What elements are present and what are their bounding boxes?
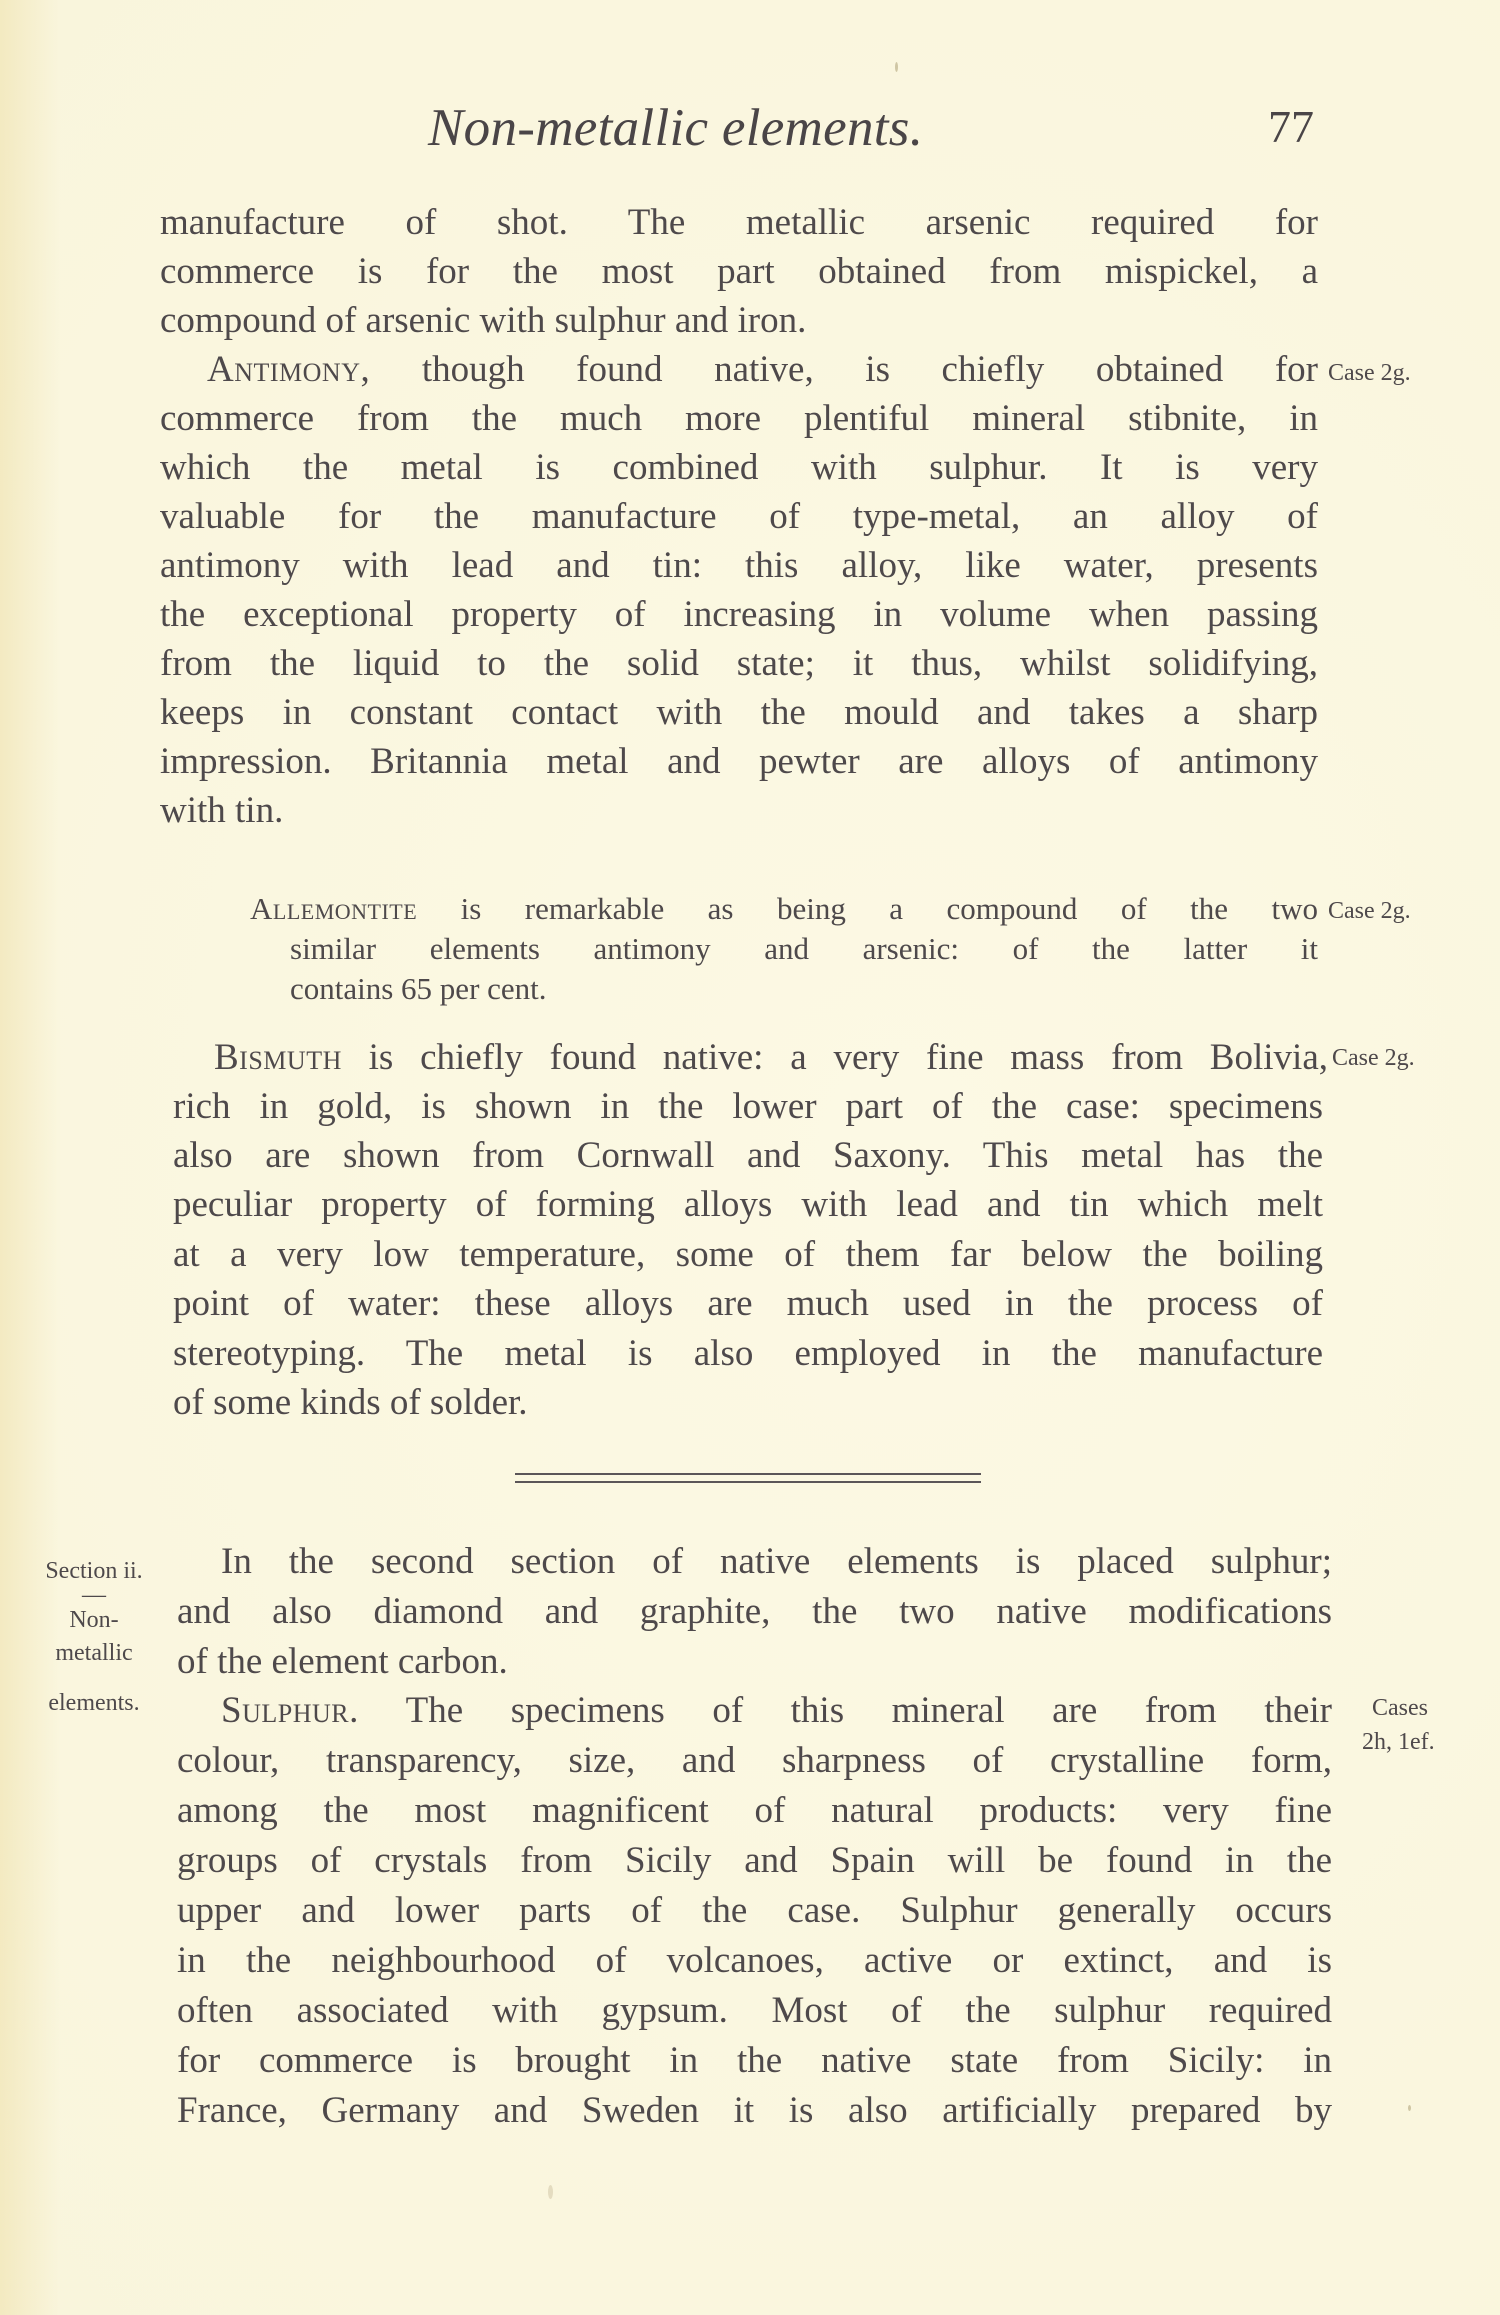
text-line: often associated with gypsum. Most of the sulphur required xyxy=(177,1990,1332,2031)
side-note-dash: — xyxy=(82,1582,106,1608)
side-note-line: metallic xyxy=(55,1640,133,1666)
text-line: in the neighbourhood of volcanoes, active or extinct, and is xyxy=(177,1940,1332,1981)
text-line: impression. Britannia metal and pewter are alloys of antimony xyxy=(160,741,1318,782)
term-bismuth: Bismuth xyxy=(214,1037,342,1078)
margin-note-case: Case 2g. xyxy=(1332,1045,1415,1071)
page-number: 77 xyxy=(1268,101,1314,152)
text-span: The specimens of this mineral are from their xyxy=(358,1690,1332,1731)
text-line: compound of arsenic with sulphur and iron. xyxy=(160,300,807,341)
text-line: France, Germany and Sweden it is also artificially prepared by xyxy=(177,2090,1332,2131)
text-line: rich in gold, is shown in the lower part of the case: specimens xyxy=(173,1086,1323,1127)
text-line: point of water: these alloys are much used in the process of xyxy=(173,1283,1323,1324)
text-span: is chiefly found native: a very fine mass from Bolivia, xyxy=(341,1037,1328,1078)
text-line: colour, transparency, size, and sharpness of crystalline form, xyxy=(177,1740,1332,1781)
running-header-title: Non-metallic elements. xyxy=(428,99,924,157)
text-line-first xyxy=(214,1039,1328,1076)
side-note-line: elements. xyxy=(48,1690,140,1716)
text-span: is remarkable as being a compound of the two xyxy=(417,891,1318,926)
side-note-line: Section ii. xyxy=(45,1558,143,1584)
text-line: for commerce is brought in the native state from Sicily: in xyxy=(177,2040,1332,2081)
text-line: groups of crystals from Sicily and Spain will be found in the xyxy=(177,1840,1332,1881)
text-line: keeps in constant contact with the mould and takes a sharp xyxy=(160,692,1318,733)
side-note-line: Non- xyxy=(69,1607,119,1633)
margin-note-case: Case 2g. xyxy=(1328,898,1411,924)
margin-note-cases: Cases xyxy=(1372,1695,1428,1721)
text-line: of the element carbon. xyxy=(177,1641,508,1682)
term-sulphur: Sulphur. xyxy=(221,1690,359,1731)
text-line: of some kinds of solder. xyxy=(173,1382,528,1423)
text-line: peculiar property of forming alloys with lead and tin which melt xyxy=(173,1184,1323,1225)
term-allemontite: Allemontite xyxy=(250,891,418,926)
text-line-first xyxy=(207,351,1318,388)
text-line: manufacture of shot. The metallic arsenic required for xyxy=(160,202,1318,243)
text-line: and also diamond and graphite, the two native modifications xyxy=(177,1591,1332,1632)
text-line: from the liquid to the solid state; it thus, whilst solidifying, xyxy=(160,643,1318,684)
margin-note-cases-numbers: 2h, 1ef. xyxy=(1362,1729,1435,1755)
margin-note-case: Case 2g. xyxy=(1328,360,1411,386)
text-line: valuable for the manufacture of type-metal, an alloy of xyxy=(160,496,1318,537)
text-line: similar elements antimony and arsenic: of the latter it xyxy=(290,931,1318,966)
text-line: also are shown from Cornwall and Saxony. This metal has the xyxy=(173,1135,1323,1176)
text-line: In the second section of native elements is placed sulphur; xyxy=(221,1541,1332,1582)
paper-speck xyxy=(548,2185,553,2199)
text-line: with tin. xyxy=(160,790,284,831)
term-antimony: Antimony, xyxy=(207,349,371,390)
text-line: commerce is for the most part obtained from mispickel, a xyxy=(160,251,1318,292)
text-line: the exceptional property of increasing in volume when passing xyxy=(160,594,1318,635)
text-line-first xyxy=(250,893,1318,924)
paper-speck xyxy=(1408,2105,1411,2111)
text-line: contains 65 per cent. xyxy=(290,971,547,1006)
text-line: stereotyping. The metal is also employed in the manufacture xyxy=(173,1333,1323,1374)
paper-speck xyxy=(895,62,898,72)
text-line: which the metal is combined with sulphur. It is very xyxy=(160,447,1318,488)
text-line: commerce from the much more plentiful mineral stibnite, in xyxy=(160,398,1318,439)
text-line-first xyxy=(221,1692,1332,1729)
text-span: though found native, is chiefly obtained for xyxy=(370,349,1318,390)
double-rule-divider xyxy=(515,1473,981,1483)
text-line: at a very low temperature, some of them far below the boiling xyxy=(173,1234,1323,1275)
text-line: antimony with lead and tin: this alloy, like water, presents xyxy=(160,545,1318,586)
text-line: upper and lower parts of the case. Sulphur generally occurs xyxy=(177,1890,1332,1931)
text-line: among the most magnificent of natural products: very fine xyxy=(177,1790,1332,1831)
